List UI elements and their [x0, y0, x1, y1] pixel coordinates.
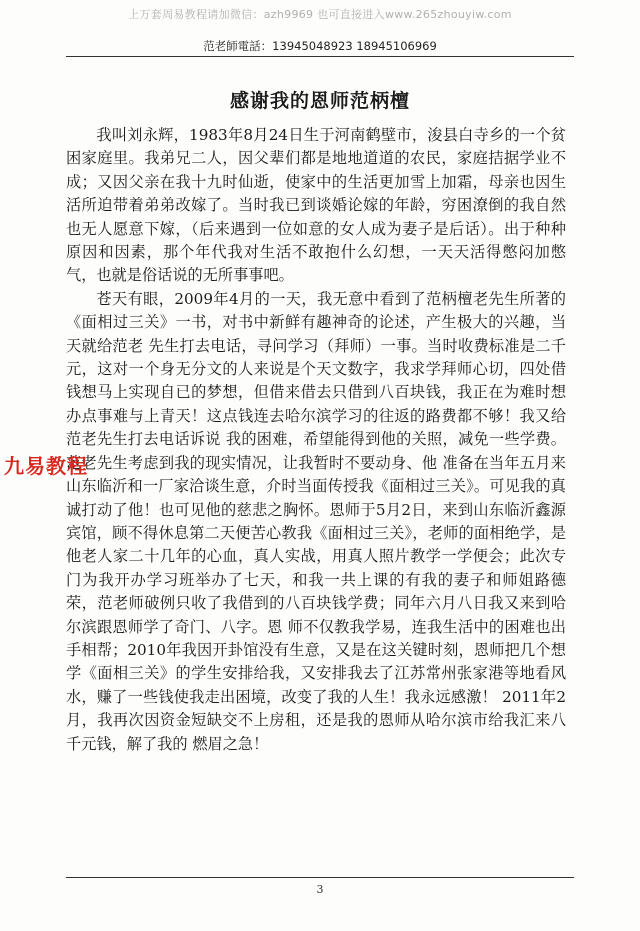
paragraph-1: 我叫刘永辉，1983年8月24日生于河南鹤壁市，浚县白寺乡的一个贫困家庭里。我弟兄二人，因父辈们都是地地道道的农民，家庭拮据学业不成；又因父亲在我十九时仙逝，使家中的生活更加雪上加霜，母亲也因生活所迫带着弟弟改嫁了。当时我已到谈婚论嫁的年龄，穷困潦倒的我自然也无人愿意下嫁，（后来遇到一位如意的女人成为妻子是后话）。出于种种原因和因素，那个年代我对生活不敢抱什么幻想，一天天活得憋闷加憋气，也就是俗话说的无所事事吧。 [66, 126, 566, 285]
document-title: 感谢我的恩师范柄檀 [229, 90, 410, 112]
footer-rule [66, 877, 574, 878]
paragraph-2: 苍天有眼，2009年4月的一天，我无意中看到了范柄檀老先生所著的《面相过三关》一书，对书中新鲜有趣神奇的论述，产生极大的兴趣，当天就给范老 先生打去电话，寻问学习（拜师）一事。当时收费标准是二千元，这对一个身无分文的人来说是个天文数字，我求学拜师心切，四处借钱想马上实现自已的梦想，但借来借去只借到八百块钱，我正在为难时想办点事难与上青天！这点钱连去哈尔滨学习的往返的路费都不够！我又给范老先生打去电话诉说 我的困难，希望能得到他的关照，减免一些学费。范老先生考虑到我的现实情况，让我暂时不要动身、他 准备在当年五月来山东临沂和一厂家洽谈生意，介时当面传授我《面相过三关》。可见我的真诚打动了他！也可见他的慈悲之胸怀。恩师于5月2日，来到山东临沂鑫源宾馆，顾不得休息第二天便苦心教我《面相过三关》，老师的面相绝学，是他老人家二十几年的心血，真人实战，用真人照片教学一学便会；此次专门为我开办学习班举办了七天，和我一共上课的有我的妻子和师姐路德荣，范老师破例只收了我借到的八百块钱学费；同年六月八日我又来到哈尔滨跟恩师学了奇门、八字。恩 师不仅教我学易，连我生活中的困难也出手相帮；2010年我因开卦馆没有生意，又是在这关键时刻，恩师把几个想学《面相三关》的学生安排给我，又安排我去了江苏常州张家港等地看风水，赚了一些钱使我走出困境，改变了我的人生！我永远感激！ 2011年2月，我再次因资金短缺交不上房租，还是我的恩师从哈尔滨市给我汇来八千元钱，解了我的 燃眉之急！ [66, 289, 566, 753]
header-rule [66, 56, 574, 57]
phone-line: 范老師電話：13945048923 18945106969 [203, 39, 437, 53]
top-banner: 上万套周易教程请加微信：azh9969 也可直接进入www.265zhouyiw.com [128, 8, 512, 21]
page-number: 3 [316, 883, 324, 896]
document-body [66, 124, 566, 756]
watermark-logo: 九易教程 [4, 454, 88, 478]
